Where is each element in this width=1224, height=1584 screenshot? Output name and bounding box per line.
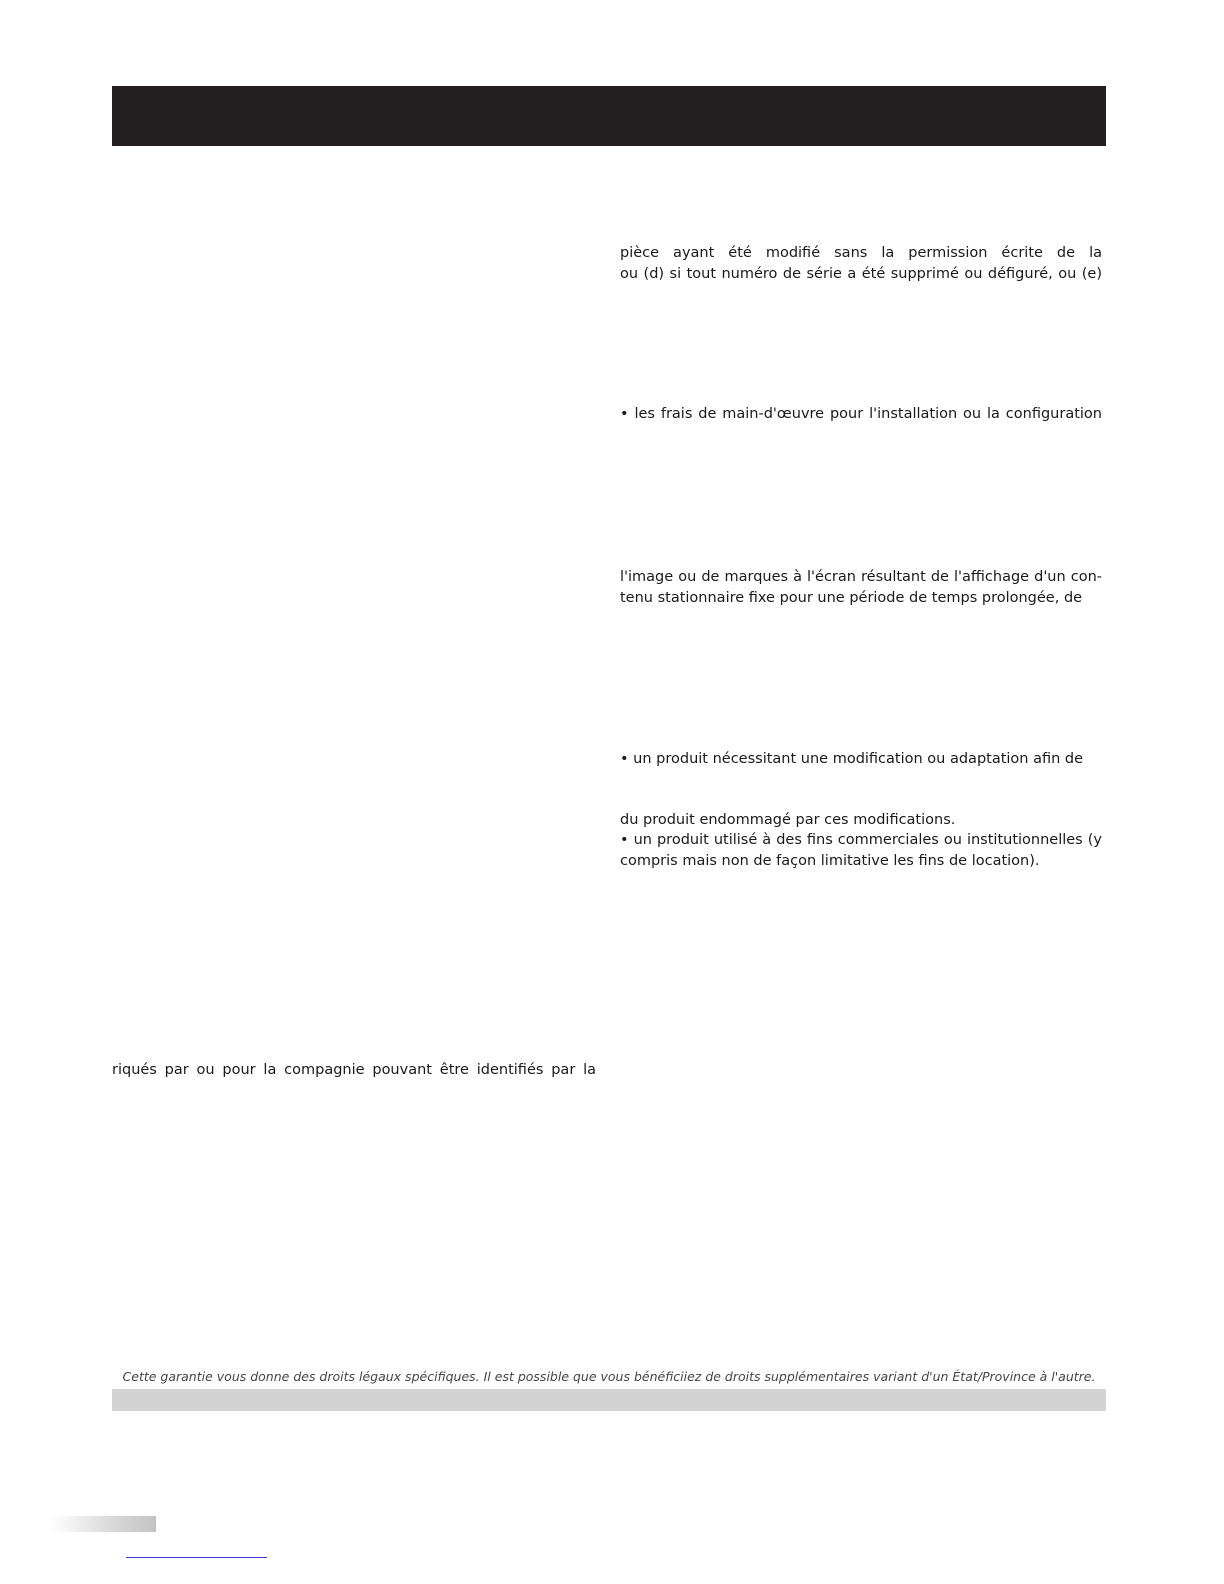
text-line: pièce ayant été modifié sans la permission écrite de la	[620, 245, 1102, 261]
text-line: • un produit nécessitant une modification ou adaptation afin de	[620, 751, 1084, 767]
text-line: • un produit utilisé à des fins commerciales ou institutionnelles (y	[620, 832, 1102, 848]
text-line: l'image ou de marques à l'écran résultant de l'affichage d'un con-	[620, 569, 1102, 585]
text-line: du produit endommagé par ces modifications.	[620, 812, 956, 828]
header-bar	[112, 86, 1106, 146]
footer-note: Cette garantie vous donne des droits légaux spécifiques. Il est possible que vous bénéficiiez de droits supplémentaires variant d'un État/Province à l'autre.	[122, 1369, 1096, 1384]
text-line: tenu stationnaire fixe pour une période de temps prolongée, de	[620, 590, 1083, 606]
footer-bar	[112, 1389, 1106, 1411]
text-line: riqués par ou pour la compagnie pouvant être identifiés par la	[112, 1062, 596, 1078]
link-underline[interactable]	[126, 1557, 267, 1558]
text-line: compris mais non de façon limitative les fins de location).	[620, 853, 1040, 869]
page-number-tab	[50, 1516, 156, 1532]
text-line: • les frais de main-d'œuvre pour l'installation ou la configuration	[620, 406, 1102, 422]
text-line: ou (d) si tout numéro de série a été supprimé ou défiguré, ou (e)	[620, 266, 1102, 282]
